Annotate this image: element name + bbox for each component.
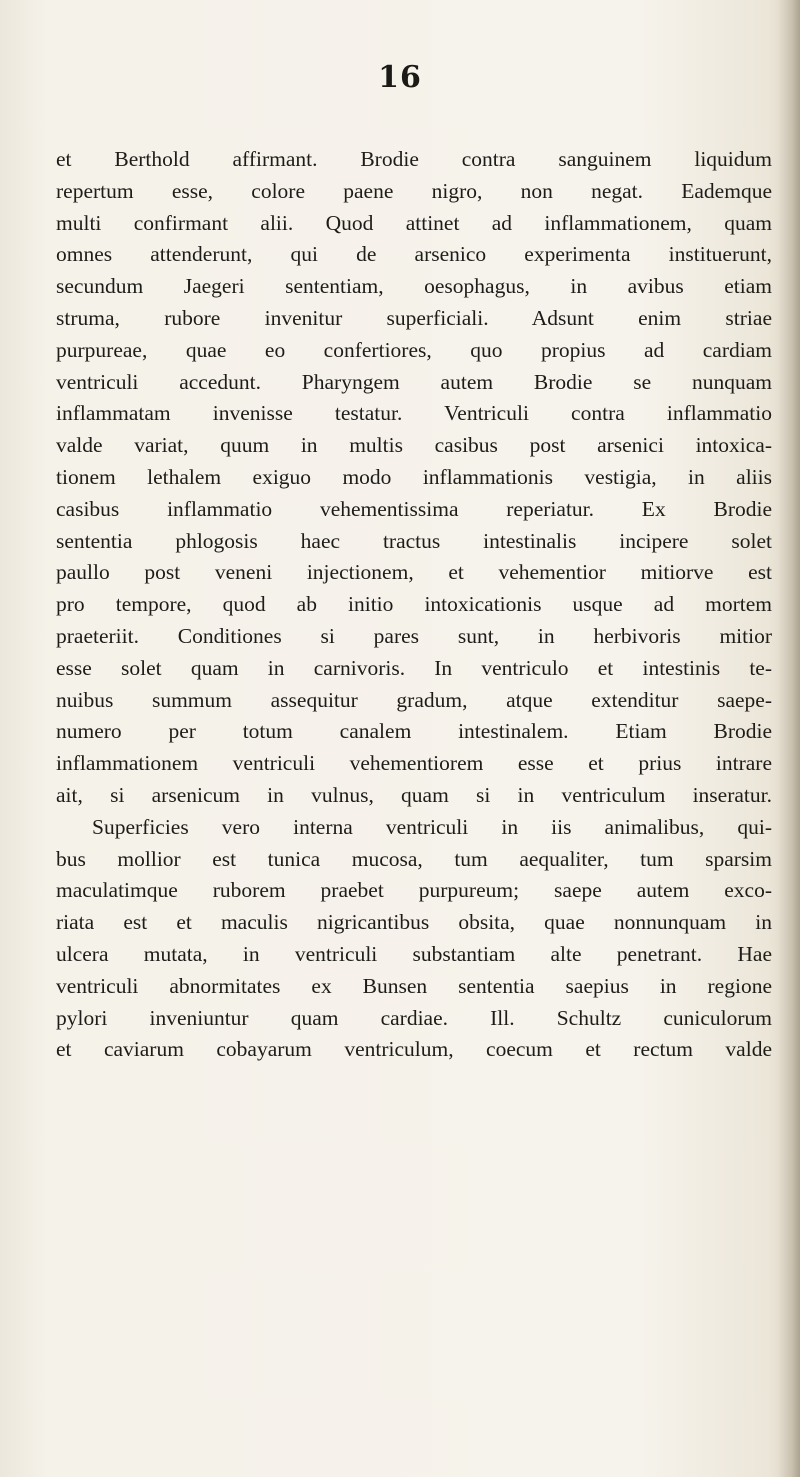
text-line: ventriculi abnormitates ex Bunsen sententia saepius in regione [56,973,772,998]
text-line: inflammatam invenisse testatur. Ventriculi contra inflammatio [56,401,772,426]
text-line: inflammationem ventriculi vehementiorem esse et prius intrare [56,751,772,776]
text-line: ventriculi accedunt. Pharyngem autem Brodie se nunquam [56,369,772,394]
text-line: numero per totum canalem intestinalem. Etiam Brodie [56,719,772,744]
text-line: maculatimque ruborem praebet purpureum; saepe autem exco- [56,878,772,903]
text-line: pylori inveniuntur quam cardiae. Ill. Schultz cuniculorum [56,1005,772,1030]
text-line: et Berthold affirmant. Brodie contra sanguinem liquidum [56,147,772,171]
text-line: bus mollior est tunica mucosa, tum aequaliter, tum sparsim [56,846,772,871]
body-text [56,144,772,1066]
text-line: et caviarum cobayarum ventriculum, coecum et rectum valde [56,1037,772,1062]
page-edge-shadow [778,0,800,1477]
text-line: tionem lethalem exiguo modo inflammationis vestigia, in aliis [56,464,772,489]
text-line: valde variat, quum in multis casibus post arsenici intoxica- [56,433,772,458]
text-line: ulcera mutata, in ventriculi substantiam alte penetrant. Hae [56,941,772,966]
text-line: omnes attenderunt, qui de arsenico experimenta instituerunt, [56,242,772,267]
text-line: nuibus summum assequitur gradum, atque extenditur saepe- [56,687,772,712]
text-line: sententia phlogosis haec tractus intestinalis incipere solet [56,528,772,553]
text-line: secundum Jaegeri sententiam, oesophagus, in avibus etiam [56,274,772,299]
text-line: struma, rubore invenitur superficiali. Adsunt enim striae [56,305,772,330]
text-line: riata est et maculis nigricantibus obsita, quae nonnunquam in [56,910,772,935]
text-line: pro tempore, quod ab initio intoxicationis usque ad mortem [56,592,772,617]
page-number: 16 [378,60,422,95]
text-line: casibus inflammatio vehementissima reperiatur. Ex Brodie [56,496,772,521]
text-line: praeteriit. Conditiones si pares sunt, in herbivoris mitior [56,623,772,648]
text-line: multi confirmant alii. Quod attinet ad inflammationem, quam [56,210,772,235]
text-line: ait, si arsenicum in vulnus, quam si in ventriculum inseratur. [56,782,772,807]
text-line: esse solet quam in carnivoris. In ventriculo et intestinis te- [56,655,772,680]
text-line: paullo post veneni injectionem, et vehementior mitiorve est [56,560,772,585]
text-line: purpureae, quae eo confertiores, quo propius ad cardiam [56,337,772,362]
text-line-paragraph-start: Superficies vero interna ventriculi in iis animalibus, qui- [92,814,772,839]
text-line: repertum esse, colore paene nigro, non negat. Eademque [56,178,772,203]
